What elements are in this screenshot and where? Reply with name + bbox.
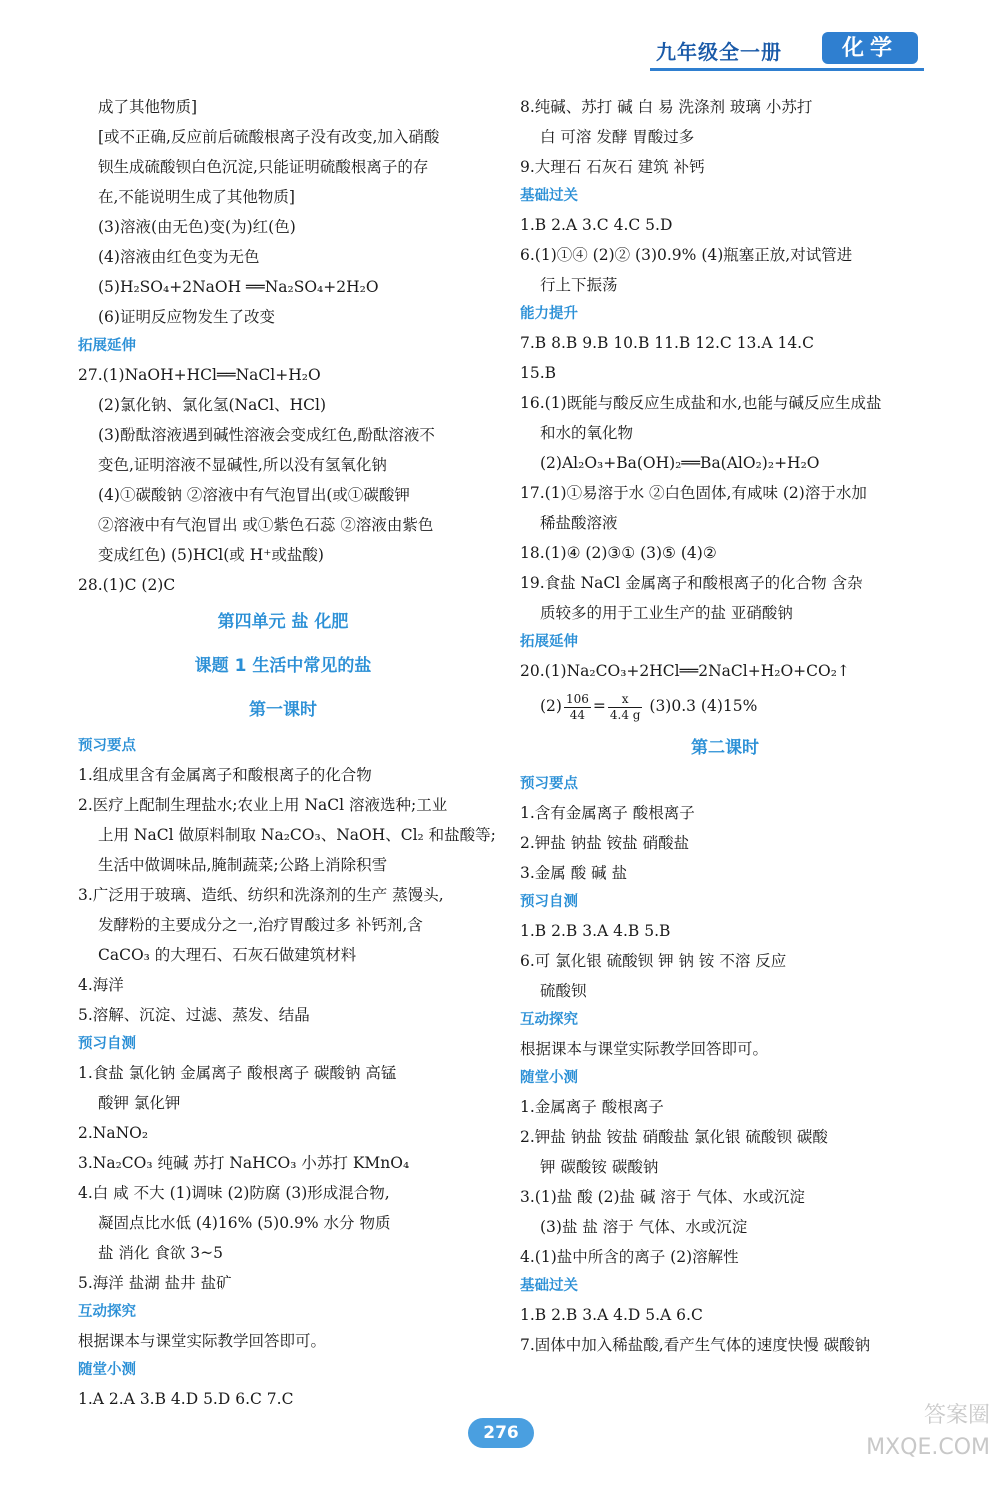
answer-line: 3.(1)盐 酸 (2)盐 碱 溶于 气体、水或沉淀 bbox=[520, 1188, 805, 1206]
watermark bbox=[800, 1400, 990, 1470]
section-heading: 预习要点 bbox=[520, 776, 578, 792]
answer-line-fraction bbox=[520, 686, 930, 726]
watermark-bottom: MXQE.COM bbox=[866, 1435, 990, 1460]
answer-line: 稀盐酸溶液 bbox=[540, 514, 618, 532]
answer-line: 4.海洋 bbox=[78, 976, 124, 994]
answer-line: 17.(1)①易溶于水 ②白色固体,有咸味 (2)溶于水加 bbox=[520, 484, 867, 502]
section-heading: 预习要点 bbox=[78, 738, 136, 754]
answer-line: 1.A 2.A 3.B 4.D 5.D 6.C 7.C bbox=[78, 1390, 294, 1408]
answer-line: 1.B 2.B 3.A 4.D 5.A 6.C bbox=[520, 1306, 703, 1324]
answer-line: 1.B 2.A 3.C 4.C 5.D bbox=[520, 216, 673, 234]
answer-line: 19.食盐 NaCl 金属离子和酸根离子的化合物 含杂 bbox=[520, 574, 863, 592]
unit-title: 第二课时 bbox=[691, 738, 759, 758]
answer-line: 钾 碳酸铵 碳酸钠 bbox=[540, 1158, 659, 1176]
answer-line: 2.NaNO₂ bbox=[78, 1124, 149, 1142]
answer-line: 20.(1)Na₂CO₃+2HCl══2NaCl+H₂O+CO₂↑ bbox=[520, 662, 850, 680]
answer-line: 6.(1)①④ (2)② (3)0.9% (4)瓶塞正放,对试管进 bbox=[520, 246, 853, 264]
section-heading: 基础过关 bbox=[520, 188, 578, 204]
fraction bbox=[608, 692, 643, 723]
answer-line: 硫酸钡 bbox=[540, 982, 587, 1000]
answer-line: [或不正确,反应前后硫酸根离子没有改变,加入硝酸 bbox=[98, 128, 440, 146]
watermark-top: 答案圈 bbox=[923, 1403, 990, 1428]
answer-line: 2.医疗上配制生理盐水;农业上用 NaCl 溶液选种;工业 bbox=[78, 796, 448, 814]
header-rule bbox=[650, 68, 924, 71]
answer-line: (5)H₂SO₄+2NaOH ══Na₂SO₄+2H₂O bbox=[98, 278, 379, 296]
answer-line: 1.B 2.B 3.A 4.B 5.B bbox=[520, 922, 671, 940]
section-heading: 随堂小测 bbox=[520, 1070, 578, 1086]
answer-line: 5.溶解、沉淀、过滤、蒸发、结晶 bbox=[78, 1006, 310, 1024]
section-heading: 基础过关 bbox=[520, 1278, 578, 1294]
answer-line: 1.金属离子 酸根离子 bbox=[520, 1098, 664, 1116]
answer-line: 3.金属 酸 碱 盐 bbox=[520, 864, 628, 882]
answer-line: 行上下振荡 bbox=[540, 276, 618, 294]
answer-line: 3.Na₂CO₃ 纯碱 苏打 NaHCO₃ 小苏打 KMnO₄ bbox=[78, 1154, 410, 1172]
answer-line: 15.B bbox=[520, 364, 557, 382]
answer-line: (3)酚酞溶液遇到碱性溶液会变成红色,酚酞溶液不 bbox=[98, 426, 435, 444]
answer-line: 和水的氧化物 bbox=[540, 424, 634, 442]
section-heading: 拓展延伸 bbox=[520, 634, 578, 650]
section-heading: 拓展延伸 bbox=[78, 338, 136, 354]
answer-line: 成了其他物质] bbox=[98, 98, 198, 116]
answer-line: 16.(1)既能与酸反应生成盐和水,也能与碱反应生成盐 bbox=[520, 394, 882, 412]
answer-line: 钡生成硫酸钡白色沉淀,只能证明硫酸根离子的存 bbox=[98, 158, 429, 176]
answer-line: 1.含有金属离子 酸根离子 bbox=[520, 804, 695, 822]
right-column bbox=[520, 92, 930, 1360]
fraction-numerator: x bbox=[608, 692, 643, 708]
answer-line: 1.组成里含有金属离子和酸根离子的化合物 bbox=[78, 766, 372, 784]
equals-sign: = bbox=[592, 697, 606, 715]
section-heading: 能力提升 bbox=[520, 306, 578, 322]
page-number: 276 bbox=[468, 1418, 534, 1448]
section-heading: 随堂小测 bbox=[78, 1362, 136, 1378]
section-heading: 互动探究 bbox=[520, 1012, 578, 1028]
answer-line: 6.可 氯化银 硫酸钡 钾 钠 铵 不溶 反应 bbox=[520, 952, 787, 970]
answer-line: CaCO₃ 的大理石、石灰石做建筑材料 bbox=[98, 946, 357, 964]
answer-line: ②溶液中有气泡冒出 或①紫色石蕊 ②溶液由紫色 bbox=[98, 516, 434, 534]
fraction-denominator: 4.4 g bbox=[609, 707, 641, 722]
answer-line: (2)Al₂O₃+Ba(OH)₂══Ba(AlO₂)₂+H₂O bbox=[540, 454, 820, 472]
answer-line: 凝固点比水低 (4)16% (5)0.9% 水分 物质 bbox=[98, 1214, 391, 1232]
header-grade: 九年级全一册 bbox=[656, 40, 782, 64]
answer-line: 生活中做调味品,腌制蔬菜;公路上消除积雪 bbox=[98, 856, 388, 874]
answer-line: 2.钾盐 钠盐 铵盐 硝酸盐 bbox=[520, 834, 690, 852]
answer-line: 白 可溶 发酵 胃酸过多 bbox=[540, 128, 695, 146]
answer-line: 酸钾 氯化钾 bbox=[98, 1094, 181, 1112]
answer-line: 18.(1)④ (2)③① (3)⑤ (4)② bbox=[520, 544, 717, 562]
answer-line: 在,不能说明生成了其他物质] bbox=[98, 188, 295, 206]
answer-line: (4)①碳酸钠 ②溶液中有气泡冒出(或①碳酸钾 bbox=[98, 486, 410, 504]
answer-line: 8.纯碱、苏打 碱 白 易 洗涤剂 玻璃 小苏打 bbox=[520, 98, 813, 116]
answer-line: 28.(1)C (2)C bbox=[78, 576, 176, 594]
page-header bbox=[640, 30, 930, 74]
unit-title: 课题 1 生活中常见的盐 bbox=[194, 656, 372, 676]
answer-line: 变色,证明溶液不显碱性,所以没有氢氧化钠 bbox=[98, 456, 387, 474]
answer-line: 发酵粉的主要成分之一,治疗胃酸过多 补钙剂,含 bbox=[98, 916, 423, 934]
section-heading: 互动探究 bbox=[78, 1304, 136, 1320]
unit-title: 第四单元 盐 化肥 bbox=[217, 612, 349, 632]
left-column bbox=[78, 92, 496, 1414]
answer-line: 27.(1)NaOH+HCl══NaCl+H₂O bbox=[78, 366, 321, 384]
answer-line: (6)证明反应物发生了改变 bbox=[98, 308, 275, 326]
answer-line: 根据课本与课堂实际教学回答即可。 bbox=[520, 1040, 769, 1058]
answer-line: 1.食盐 氯化钠 金属离子 酸根离子 碳酸钠 高锰 bbox=[78, 1064, 397, 1082]
answer-line: (3)盐 盐 溶于 气体、水或沉淀 bbox=[540, 1218, 748, 1236]
answer-line: (2)氯化钠、氯化氢(NaCl、HCl) bbox=[98, 396, 327, 414]
section-heading: 预习自测 bbox=[78, 1036, 136, 1052]
answer-line: 9.大理石 石灰石 建筑 补钙 bbox=[520, 158, 705, 176]
answer-line: 质较多的用于工业生产的盐 亚硝酸钠 bbox=[540, 604, 793, 622]
fraction-numerator: 106 bbox=[565, 691, 589, 706]
answer-line: 4.白 咸 不大 (1)调味 (2)防腐 (3)形成混合物, bbox=[78, 1184, 390, 1202]
answer-line: 上用 NaCl 做原料制取 Na₂CO₃、NaOH、Cl₂ 和盐酸等; bbox=[98, 826, 496, 844]
fraction bbox=[564, 692, 591, 723]
header-subject-badge: 化学 bbox=[822, 32, 918, 64]
fraction-denominator: 44 bbox=[569, 707, 586, 722]
answer-line: 7.B 8.B 9.B 10.B 11.B 12.C 13.A 14.C bbox=[520, 334, 814, 352]
answer-line: 5.海洋 盐湖 盐井 盐矿 bbox=[78, 1274, 232, 1292]
section-heading: 预习自测 bbox=[520, 894, 578, 910]
answer-line: 盐 消化 食欲 3~5 bbox=[98, 1244, 223, 1262]
answer-line: 3.广泛用于玻璃、造纸、纺织和洗涤剂的生产 蒸馒头, bbox=[78, 886, 444, 904]
answer-line: 根据课本与课堂实际教学回答即可。 bbox=[78, 1332, 327, 1350]
answer-line: (4)溶液由红色变为无色 bbox=[98, 248, 260, 266]
answer-line: 4.(1)盐中所含的离子 (2)溶解性 bbox=[520, 1248, 739, 1266]
answer-line: (3)溶液(由无色)变(为)红(色) bbox=[98, 218, 296, 236]
answer-line: 7.固体中加入稀盐酸,看产生气体的速度快慢 碳酸钠 bbox=[520, 1336, 871, 1354]
answer-line: 2.钾盐 钠盐 铵盐 硝酸盐 氯化银 硫酸钡 碳酸 bbox=[520, 1128, 828, 1146]
answer-line: 变成红色) (5)HCl(或 H⁺或盐酸) bbox=[98, 546, 324, 564]
fraction-suffix: (3)0.3 (4)15% bbox=[644, 697, 758, 715]
unit-title: 第一课时 bbox=[249, 700, 317, 720]
fraction-prefix: (2) bbox=[540, 697, 562, 715]
